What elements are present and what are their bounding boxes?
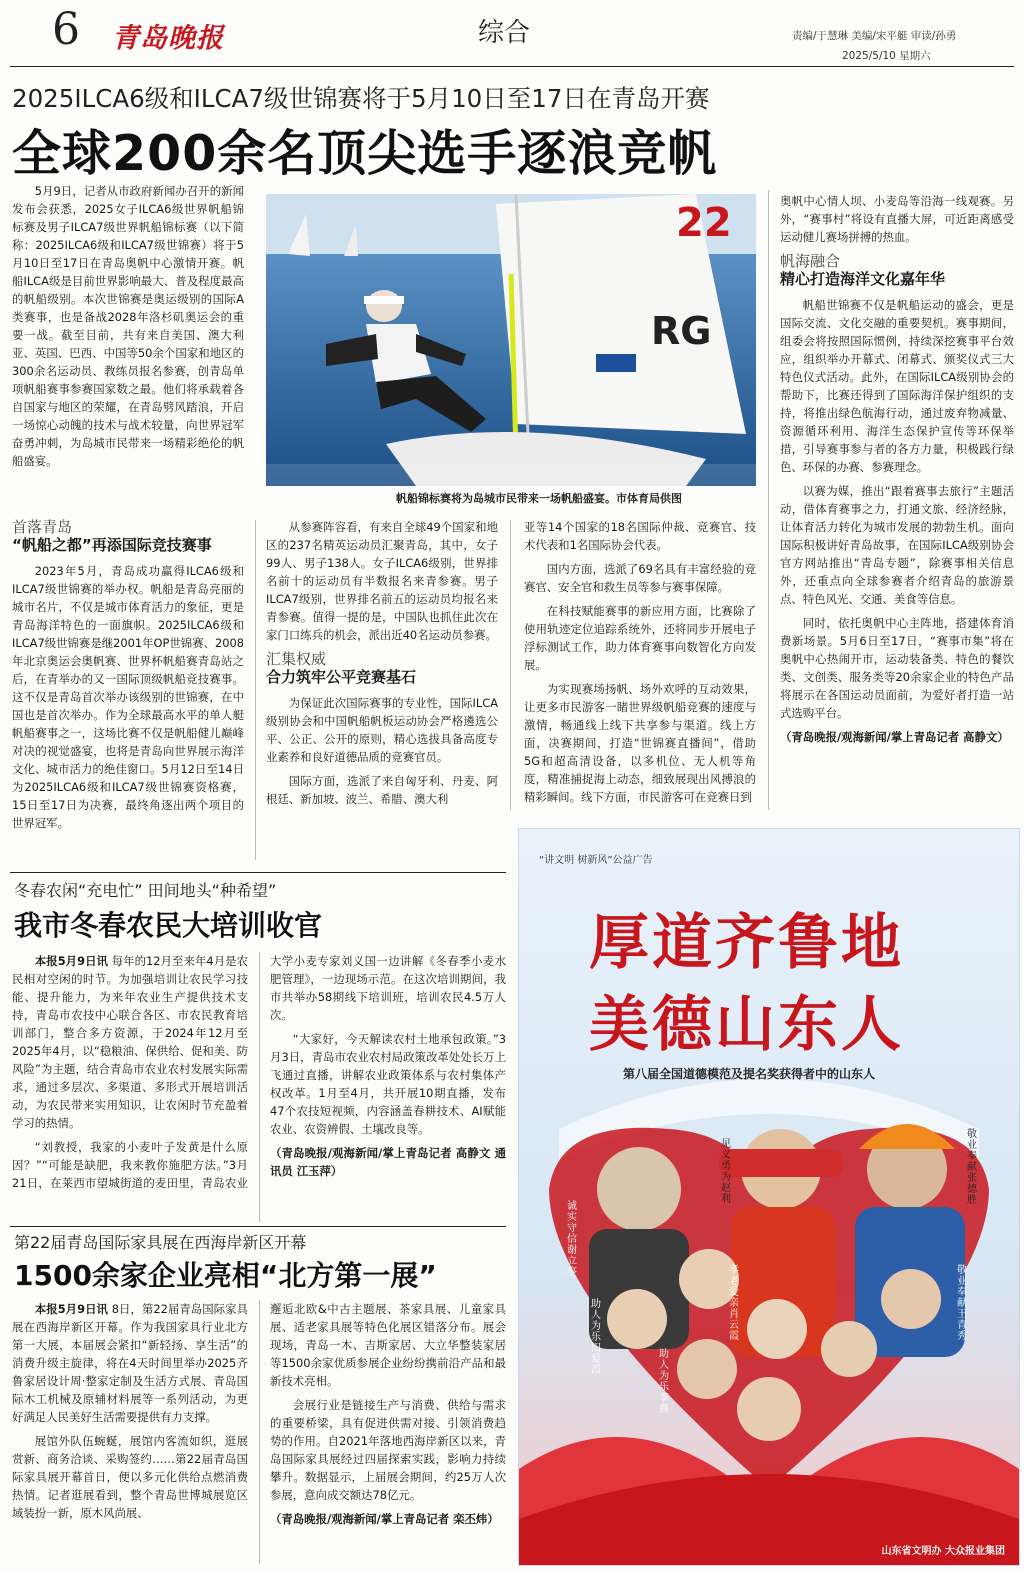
venue-paragraph: 奥帆中心情人坝、小麦岛等沿海一线观赛。另外，“赛事村”将设有直播大屏，可近距离感受运动健儿赛场拼搏的热血。 (780, 194, 1014, 244)
lead-headline: 全球200余名顶尖选手逐浪竞帆 (12, 125, 718, 182)
ad-footer: 山东省文明办 大众报业集团 (881, 1546, 1005, 1557)
section-2-heading: 汇集权威 (266, 650, 327, 668)
paper-logo: 青岛晚报 (112, 23, 224, 54)
technology-paragraph: 在科技赋能赛事的新应用方面，比赛除了使用轨迹定位追踪系统外，还将同步开展电子浮标测试工作，助力体育赛事向数智化方向发展。 (524, 604, 756, 672)
section-1-heading: 首落青岛 (12, 518, 73, 536)
section-1-paragraph: 2023年5月，青岛成功赢得ILCA6级和ILCA7级世锦赛的举办权。帆船是青岛亮丽的城市名片，不仅是城市体育活力的象征，更是青岛海洋特色的一面旗帜。2025ILCA6级和ILCA7级世锦赛是继2001年OP世锦赛、2008年北京奥运会奥帆赛、世界杯帆船赛青岛站之后，在青举办的又一国际顶级帆船竞技赛事。这不仅是青岛首次举办该级别的世锦赛，在中国也是首次举办。作为全球最高水平的单人艇帆船赛事之一，这场比赛不仅是帆船健儿巅峰对决的视觉盛宴，也将是青岛向世界展示海洋文化、城市活力的绝佳窗口。5月12日至14日为2025ILCA6级和ILCA7级世锦赛资格赛，15日至17日为决赛，最终角逐出两个项目的世界冠军。 (12, 564, 244, 830)
lead-intro-paragraph: 5月9日，记者从市政府新闻办召开的新闻发布会获悉，2025女子ILCA6级世界帆船锦标赛及男子ILCA7级世界帆船锦标赛（以下简称：2025ILCA6级和ILCA7级世锦赛）将于5月10日至17日在青岛奥帆中心激情开赛。帆船ILCA级是目前世界影响最大、普及程度最高的帆船级别。本次世锦赛是奥运级别的国际A类赛事，也是备战2028年洛杉矶奥运会的重要一战。截至目前，共有来自美国、澳大利亚、英国、巴西、中国等50余个国家和地区的300余名运动员、教练员报名参赛，创青岛单项帆船赛事参赛国家数之最。他们将承载着各自国家与地区的荣耀，在青岛劈风踏浪，开启一场惊心动魄的技术与战术较量，向世界冠军奋勇冲刺，为岛城市民带来一场精彩绝伦的帆船盛宴。 (12, 184, 244, 468)
farm-byline: （青岛晚报/观海新闻/掌上青岛记者 高静文 通讯员 江玉萍） (270, 1146, 506, 1178)
ad-label: 助人为乐 田爱霞 (591, 1299, 601, 1376)
farm-paragraph-1 (12, 952, 248, 1132)
farm-body (12, 952, 506, 1222)
culture-paragraph: 帆船世锦赛不仅是帆船运动的盛会，更是国际交流、文化交融的重要契机。赛事期间，组委会将按照国际惯例，持续深挖赛事平台效应，组织举办开幕式、闭幕式、颁奖仪式三大特色仪式活动。此外，在国际ILCA级别协会的帮助下，比赛还得到了国际海洋保护组织的支持，将推出绿色航海行动，通过废弃物减量、资源循环利用、海洋生态保护宣传等环保举措，引导赛事参与者的各方力量，积极践行绿色、环保的办赛、参赛理念。 (780, 298, 1014, 474)
column-divider (255, 520, 256, 860)
ad-label: 敬业奉献 张德胜 (967, 1129, 977, 1206)
ad-tag: “讲文明 树新风”公益广告 (539, 855, 653, 866)
public-service-ad (518, 828, 1020, 1566)
section-3-subheading: 精心打造海洋文化嘉年华 (780, 270, 946, 288)
ad-label: 诚实守信 谢立亭 (567, 1201, 577, 1278)
sailing-photo (266, 194, 756, 486)
masthead-rule (10, 66, 1014, 67)
svg-text:22: 22 (676, 200, 732, 246)
furniture-headline: 1500余家企业亮相“北方第一展” (14, 1259, 437, 1292)
furniture-kicker: 第22届青岛国际家具展在西海岸新区开幕 (14, 1233, 307, 1252)
domestic-paragraph: 国内方面，选派了69名具有丰富经验的竞赛官、安全官和救生员等参与赛事保障。 (524, 562, 756, 594)
viewing-paragraph: 为实现赛场扬帆、场外欢呼的互动效果，让更多市民游客一睹世界级帆船竞赛的速度与激情，畅通线上线下共享参与渠道。线上方面，决赛期间，打造“世锦赛直播间”，借助5G和超高清设备，以多机位、无人机等角度，精准捕捉海上动态，细致展现出风搏浪的精彩瞬间。线下方面，市民游客可在竞赛日到 (524, 682, 756, 804)
tourism-paragraph: 以赛为媒，推出“跟着赛事去旅行”主题活动，借体育赛事之力，打通文旅、经济经脉，让体育活力转化为城市发展的勃勃生机。面向国际积极讲好青岛故事，在国际ILCA级别协会官方网站推出“青岛专题”，除赛事相关信息外，还重点向全球参赛者介绍青岛的旅游景点、特色风光、交通、美食等信息。 (780, 484, 1014, 606)
lead-section-1 (12, 518, 244, 858)
farm-dateline: 本报5月9日讯 (34, 954, 109, 968)
lead-byline: （青岛晚报/观海新闻/掌上青岛记者 高静文） (780, 730, 1009, 744)
farm-paragraph-1-text: 每年的12月至来年4月是农民相对空闲的时节。为加强培训让农民学习技能、提升能力，为来年农业生产提供技术支持，青岛市农技中心联合各区、市农民教育培训部门，整合多方资源，于2024年12月至2025年4月，以“稳粮油、保供给、促和美、防风险”为主题，结合青岛市农业农村发展实际需求，通过多层次、多渠道、多形式开展培训活动，为农民带来实用知识，让农闲时节充盈着学习的热情。 (12, 954, 248, 1130)
furniture-paragraph-1-text: 8日，第22届青岛国际家具展在西海岸新区开幕。作为我国家具行业北方第一大展，本届展会紧扣“新轻扬、享生活”的消费升级主旋律，将在4天时间里举办2025齐鲁家居设计周·整家定制及生活方式展、青岛国际木工机械及原辅材料展等一系列活动，为更好满足人民美好生活需要提供有力支撑。 (12, 1302, 248, 1424)
ad-label: 助人为乐 李燕 (659, 1349, 669, 1415)
story-rule (10, 872, 506, 873)
svg-text:RG: RG (651, 309, 712, 353)
officials-paragraph: 为保证此次国际赛事的专业性，国际ILCA级别协会和中国帆船帆板运动协会严格遴选公平、公正、公开的原则，精心选拔具备高度专业素养和良好道德品质的竞赛官员。 (266, 696, 498, 764)
furniture-byline: （青岛晚报/观海新闻/掌上青岛记者 栾丕炜） (270, 1512, 499, 1526)
column-divider (768, 190, 769, 810)
furniture-paragraph-4: 会展行业是链接生产与消费、供给与需求的重要桥梁，具有促进供需对接、引领消费趋势的作用。自2021年落地西海岸新区以来，青岛国际家具展经过四届探索实践，影响力持续攀升。数据显示，上届展会期间，约25万人次参展，意向成交额达78亿元。 (270, 1398, 506, 1502)
lead-column-1 (12, 182, 244, 512)
column-divider (510, 520, 511, 810)
furniture-paragraph-2: 展馆外队伍蜿蜒，展馆内客流如织，逛展赏新、商务洽谈、采购签约……第22届青岛国际家具展开幕首日，便以多元化供给点燃消费热情。记者逛展看到，整个青岛世博城展览区域装扮一新，原木风尚展、 (12, 1434, 248, 1520)
page-number: 6 (52, 4, 80, 55)
editor-credits: 责编/于慧琳 美编/宋平艇 审读/孙勇 (792, 30, 957, 42)
section-3-heading: 帆海融合 (780, 252, 841, 270)
furniture-body (12, 1300, 506, 1564)
nations-paragraph: 亚等14个国家的18名国际仲裁、竞赛官、技术代表和1名国际协会代表。 (524, 520, 756, 552)
farm-paragraph-3: “大家好，今天解读农村土地承包政策。”3月3日，青岛市农业农村局政策改革处处长万上飞通过直播，讲解农业政策体系与农村集体产权改革。1月至4月，共开展10期直播，发布47个农技短视频，内容涵盖春耕技术、AI赋能农业、农资辨假、土壤改良等。 (270, 1032, 506, 1136)
ad-subtitle: 第八届全国道德模范及提名奖获得者中的山东人 (623, 1067, 876, 1081)
lineup-paragraph: 从参赛阵容看，有来自全球49个国家和地区的237名精英运动员汇聚青岛，其中，女子99人、男子138人。女子ILCA6级别，世界排名前十的运动员有半数报名来青参赛。男子ILCA7级别，世界排名前五的运动员均报名来青参赛。值得一提的是，中国队也抓住此次在家门口练兵的机会，派出近40名运动员参赛。 (266, 520, 498, 642)
section-title: 综合 (478, 18, 531, 48)
lead-column-3 (524, 518, 756, 814)
ad-title-line-2: 美德山东人 (589, 990, 904, 1060)
market-paragraph: 同时，依托奥帆中心主阵地，搭建体育消费新场景。5月6日至17日，“赛事市集”将在奥帆中心热闹开市，运动装备类、特色的餐饮类、文创类、服务类等20余家企业的特色产品将展示在各国运动员面前，为爱好者打造一站式选购平台。 (780, 616, 1014, 720)
furniture-dateline: 本报5月9日讯 (34, 1302, 109, 1316)
section-2-subheading: 合力筑牢公平竞赛基石 (266, 668, 417, 686)
lead-column-4 (780, 192, 1014, 814)
farm-paragraph-2: “刘教授，我家的小麦叶子发黄是什么原因？”“可能是缺肥，我来教你施肥方法。”3月21日，在莱西市望城街道的麦田里，青岛农业大学小麦专家刘义国一边讲解《冬春季小麦水肥管理》，一边现场示范。在这次培训期间，我市共举办58期线下培训班，培训农民4.5万人次。 (12, 954, 506, 1190)
story-rule (10, 1226, 506, 1227)
photo-caption: 帆船锦标赛将为岛城市民带来一场帆船盛宴。市体育局供图 (396, 492, 682, 505)
furniture-paragraph-1 (12, 1300, 248, 1426)
ad-label: 孝老爱亲 肖云霞 (729, 1265, 739, 1342)
issue-date: 2025/5/10 星期六 (842, 50, 931, 62)
ad-label: 敬业奉献 王青秀 (957, 1265, 967, 1342)
furniture-paragraph-3: 邂逅北欧&中古主题展、茶家具展、儿童家具展、适老家具展等特色化展区错落分布。展会现场，青岛一木、吉斯家居、大立华整装家居等1500余家优质参展企业纷纷携前沿产品和最新技术亮相。 (270, 1302, 506, 1388)
international-paragraph: 国际方面，选派了来自匈牙利、丹麦、阿根廷、新加坡、波兰、希腊、澳大利 (266, 774, 498, 806)
sailing-illustration (266, 194, 756, 486)
farm-kicker: 冬春农闲“充电忙” 田间地头“种希望” (14, 881, 277, 900)
section-1-subheading: “帆船之都”再添国际竞技赛事 (12, 536, 212, 554)
lead-kicker: 2025ILCA6级和ILCA7级世锦赛将于5月10日至17日在青岛开赛 (12, 84, 710, 113)
lead-column-2 (266, 518, 498, 864)
farm-headline: 我市冬春农民大培训收官 (14, 909, 323, 942)
ad-title-line-1: 厚道齐鲁地 (589, 908, 904, 978)
ad-label: 见义勇为 赵利 (721, 1139, 731, 1205)
